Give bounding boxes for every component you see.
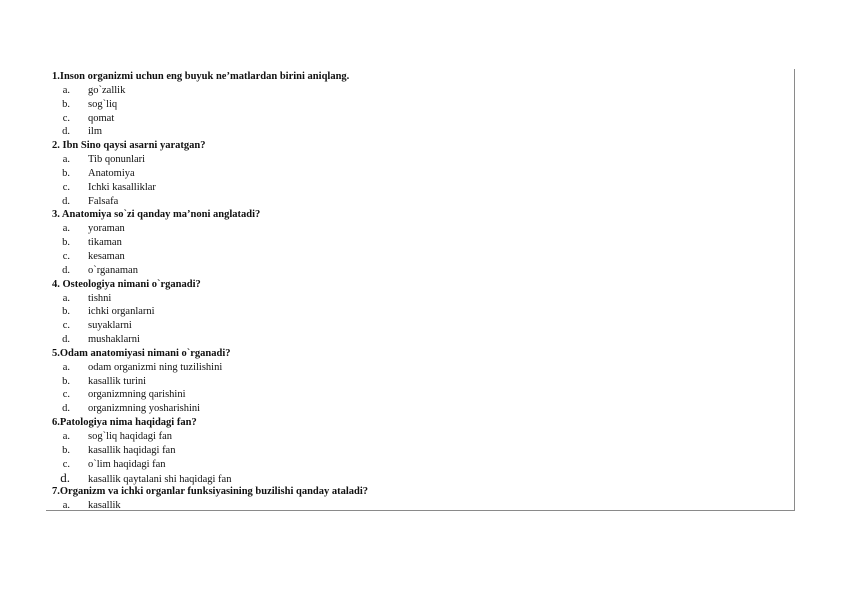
option-text: kasallik haqidagi fan [88, 444, 176, 456]
answer-option [52, 305, 792, 319]
option-text: odam organizmi ning tuzilishini [88, 361, 223, 373]
page-border-right [794, 69, 795, 510]
answer-option [52, 388, 792, 402]
option-text: ichki organlarni [88, 306, 155, 318]
answer-option [52, 471, 792, 485]
question-text: 5.Odam anatomiyasi nimani o`rganadi? [52, 347, 231, 359]
option-letter: d. [62, 195, 70, 207]
question-text: 1.Inson organizmi uchun eng buyuk ne’matlardan birini aniqlang. [52, 71, 350, 82]
question-text: 6.Patologiya nima haqidagi fan? [52, 416, 197, 428]
option-text: Falsafa [88, 195, 119, 207]
option-text: qomat [88, 112, 115, 124]
option-letter: d. [62, 403, 70, 415]
option-letter: d. [62, 264, 70, 276]
option-text: yoraman [88, 223, 125, 235]
answer-option [52, 236, 792, 250]
option-text: o`lim haqidagi fan [88, 458, 166, 470]
option-text: suyaklarni [88, 320, 132, 332]
option-letter: b. [62, 167, 70, 179]
option-text: Anatomiya [88, 167, 135, 179]
option-letter: b. [62, 444, 70, 456]
option-letter: a. [62, 85, 70, 96]
answer-option [52, 250, 792, 264]
option-text: kasallik turini [88, 375, 147, 387]
answer-option [52, 222, 792, 236]
answer-option [52, 444, 792, 458]
option-letter: a. [62, 292, 70, 304]
option-letter: a. [62, 154, 70, 166]
question-text: 4. Osteologiya nimani o`rganadi? [52, 278, 201, 290]
answer-option [52, 181, 792, 195]
option-text: Ichki kasalliklar [88, 181, 156, 193]
option-letter: a. [62, 223, 70, 235]
option-text: ilm [88, 126, 103, 138]
answer-option [52, 402, 792, 416]
option-letter: a. [62, 500, 70, 510]
question-text: 2. Ibn Sino qaysi asarni yaratgan? [52, 140, 206, 152]
option-text: organizmning yosharishini [88, 403, 201, 415]
option-text: sog`liq haqidagi fan [88, 430, 172, 442]
option-letter: c. [62, 181, 70, 193]
answer-option [52, 125, 792, 139]
answer-option [52, 153, 792, 167]
answer-option [52, 361, 792, 375]
option-letter: c. [62, 250, 70, 262]
answer-option [52, 499, 792, 510]
option-letter: b. [62, 98, 70, 110]
option-text: kasallik [88, 500, 121, 510]
option-letter: a. [62, 430, 70, 442]
page-border-bottom [46, 510, 795, 511]
answer-option [52, 167, 792, 181]
option-text: tishni [88, 292, 112, 304]
option-letter: c. [62, 458, 70, 470]
answer-option [52, 195, 792, 209]
option-text: Tib qonunlari [88, 154, 146, 166]
option-letter: b. [62, 306, 70, 318]
option-letter: d. [62, 333, 70, 345]
answer-option [52, 264, 792, 278]
option-text: go`zallik [88, 85, 126, 96]
option-letter: c. [62, 389, 70, 401]
answer-option [52, 292, 792, 306]
answer-option [52, 430, 792, 444]
option-text: o`rganaman [88, 264, 138, 276]
option-text: mushaklarni [88, 333, 140, 345]
option-letter: a. [62, 361, 70, 373]
answer-option [52, 333, 792, 347]
answer-option [52, 458, 792, 472]
option-letter: d. [60, 470, 70, 486]
answer-option [52, 84, 792, 98]
question-text: 7.Organizm va ichki organlar funksiyasining buzilishi qanday ataladi? [52, 486, 369, 498]
option-letter: c. [62, 112, 70, 124]
question-text: 3. Anatomiya so`zi qanday ma’noni anglatadi? [52, 209, 261, 221]
option-letter: b. [62, 237, 70, 249]
option-text: kesaman [88, 250, 125, 262]
option-text: sog`liq [88, 98, 118, 110]
quiz-content [52, 70, 792, 510]
option-letter: d. [62, 126, 70, 138]
option-letter: b. [62, 375, 70, 387]
answer-option [52, 112, 792, 126]
option-letter: c. [62, 320, 70, 332]
answer-option [52, 98, 792, 112]
answer-option [52, 375, 792, 389]
option-text: kasallik qaytalani shi haqidagi fan [88, 474, 232, 486]
option-text: tikaman [88, 237, 122, 249]
answer-option [52, 319, 792, 333]
option-text: organizmning qarishini [88, 389, 186, 401]
